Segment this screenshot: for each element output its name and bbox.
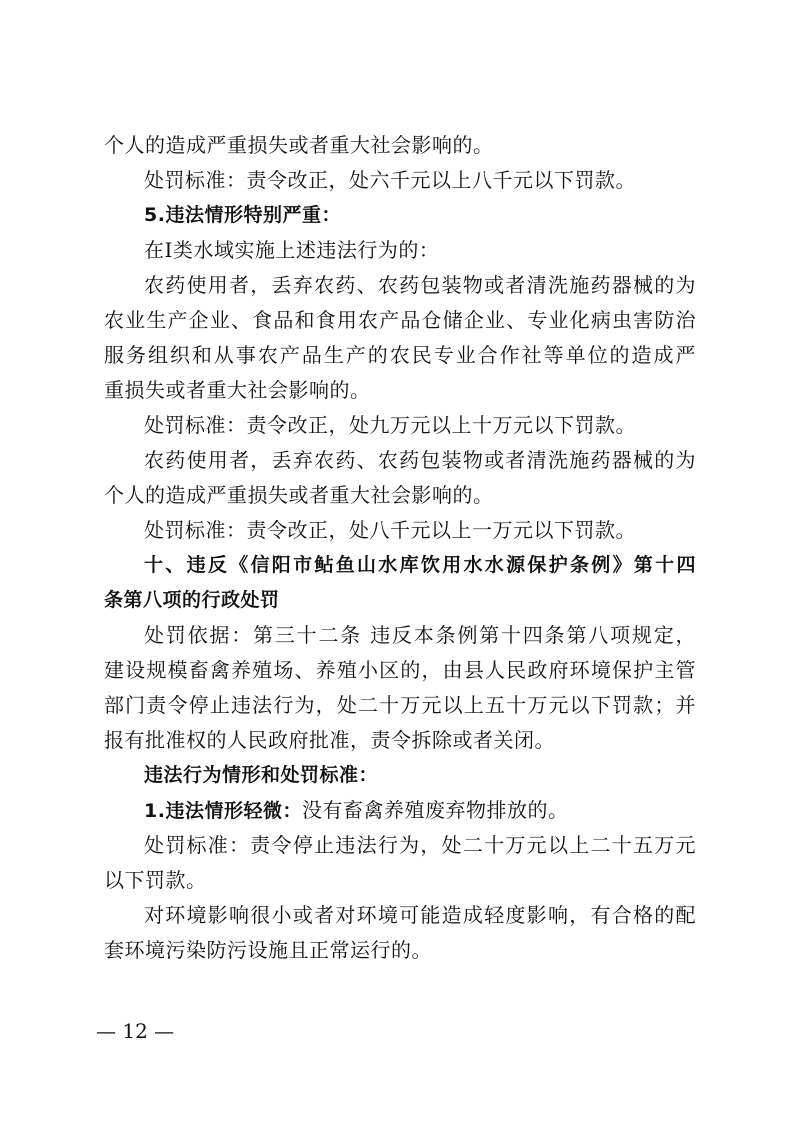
text-line: 个人的造成严重损失或者重大社会影响的。 bbox=[104, 483, 494, 507]
text-line: 处罚标准：责令停止违法行为，处二十万元以上二十五万元 bbox=[144, 833, 696, 857]
text-line: 在Ⅰ类水域实施上述违法行为的： bbox=[144, 238, 440, 262]
section-heading: 十、违反《信阳市鲇鱼山水库饮用水水源保护条例》第十四 bbox=[144, 554, 696, 576]
text-line: 重损失或者重大社会影响的。 bbox=[104, 378, 371, 402]
text-line: 处罚标准：责令改正，处九万元以上十万元以下罚款。 bbox=[144, 413, 636, 437]
text-line: 个人的造成严重损失或者重大社会影响的。 bbox=[104, 133, 494, 157]
text-line: 农药使用者，丢弃农药、农药包装物或者清洗施药器械的为 bbox=[144, 273, 696, 297]
text-line: 套环境污染防污设施且正常运行的。 bbox=[104, 938, 432, 962]
text-line: 处罚标准：责令改正，处六千元以上八千元以下罚款。 bbox=[144, 168, 636, 192]
document-body bbox=[104, 128, 696, 968]
section-heading-cont: 条第八项的行政处罚 bbox=[104, 589, 280, 611]
text-line: 农业生产企业、食品和食用农产品仓储企业、专业化病虫害防治 bbox=[104, 308, 696, 332]
inline-bold-label: 1.违法情形轻微： bbox=[144, 800, 302, 822]
text-line: 服务组织和从事农产品生产的农民专业合作社等单位的造成严 bbox=[104, 343, 696, 367]
inline-text: 没有畜禽养殖废弃物排放的。 bbox=[301, 798, 569, 822]
text-line: 农药使用者，丢弃农药、农药包装物或者清洗施药器械的为 bbox=[144, 448, 696, 472]
text-line: 处罚标准：责令改正，处八千元以上一万元以下罚款。 bbox=[144, 518, 636, 542]
text-line bbox=[104, 793, 696, 828]
text-line: 以下罚款。 bbox=[104, 868, 207, 892]
page-number: — 12 — bbox=[96, 1019, 175, 1043]
text-line: 建设规模畜禽养殖场、养殖小区的，由县人民政府环境保护主管 bbox=[104, 658, 696, 682]
text-line: 部门责令停止违法行为，处二十万元以上五十万元以下罚款；并 bbox=[104, 693, 696, 717]
subheading: 5.违法情形特别严重： bbox=[144, 204, 341, 226]
text-line: 报有批准权的人民政府批准，责令拆除或者关闭。 bbox=[104, 728, 555, 752]
text-line: 对环境影响很小或者对环境可能造成轻度影响，有合格的配 bbox=[144, 903, 696, 927]
subheading: 违法行为情形和处罚标准： bbox=[144, 764, 379, 786]
text-line: 处罚依据：第三十二条 违反本条例第十四条第八项规定， bbox=[144, 623, 696, 647]
